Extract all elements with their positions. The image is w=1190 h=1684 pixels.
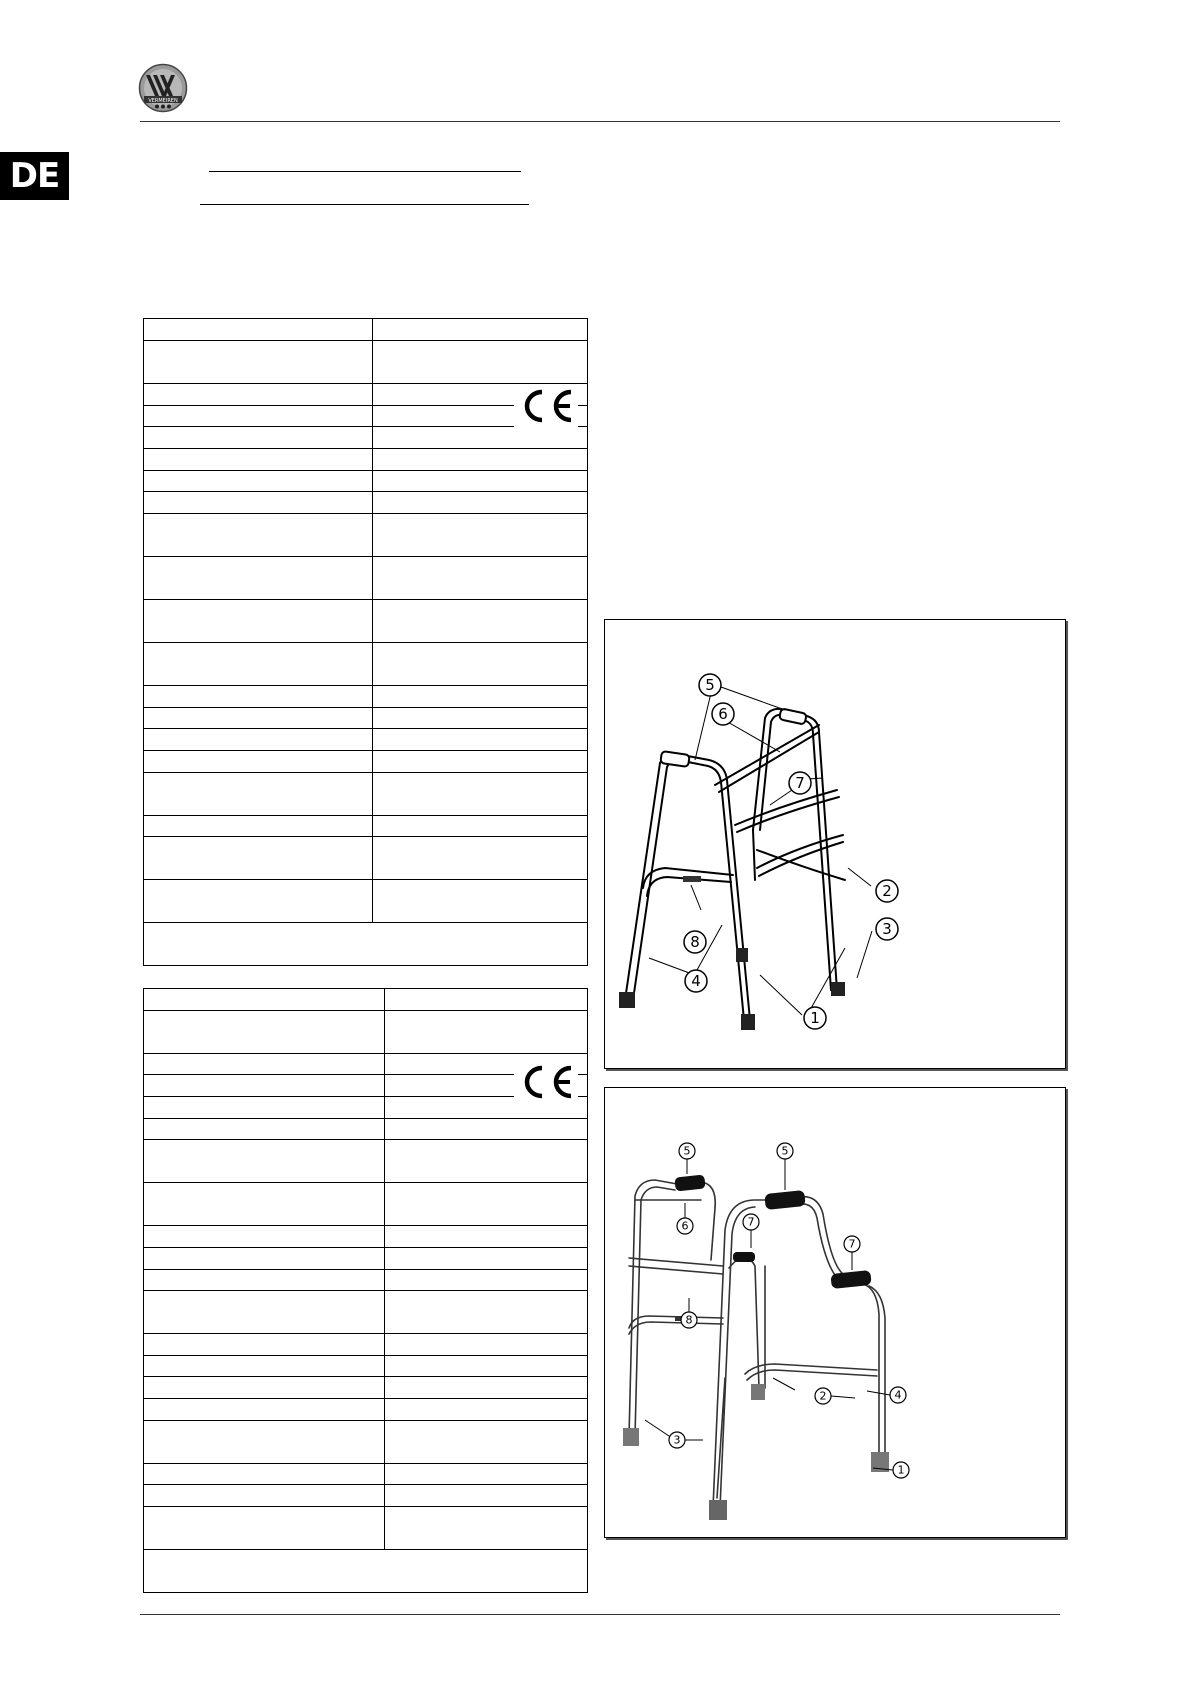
table-row [144,492,588,514]
svg-text:6: 6 [681,1219,689,1233]
table-row [144,729,588,751]
svg-text:2: 2 [882,882,892,900]
svg-text:1: 1 [810,1009,820,1027]
callout-5 [699,674,721,696]
table-row [144,471,588,492]
callout-2 [815,1388,831,1404]
callout-2 [876,880,898,902]
folding-walker-figure-2 [604,1087,1066,1538]
table-row [144,1399,588,1421]
table-row [144,1183,588,1226]
callout-7 [789,772,811,794]
table-row [144,1377,588,1399]
table-row [144,449,588,471]
table-row [144,837,588,880]
callout-6 [712,703,734,725]
svg-text:5: 5 [781,1144,789,1158]
language-tab [0,152,69,200]
callout-3 [669,1432,685,1448]
callout-4 [890,1387,906,1403]
table-row [144,1291,588,1334]
table-row [144,751,588,773]
table-row [144,1356,588,1377]
table-row [144,319,588,341]
table-row [144,1011,588,1054]
callout-8 [684,931,706,953]
vermeiren-logo [138,63,188,113]
title-underline-1 [209,171,521,172]
footer-rule [140,1614,1060,1615]
table-row [144,1421,588,1464]
table-row [144,557,588,600]
svg-text:7: 7 [848,1237,856,1251]
svg-text:5: 5 [705,676,715,694]
walker-drawing-1 [605,620,1065,1068]
table-row [144,1485,588,1507]
callout-4 [685,970,707,992]
table-row [144,708,588,729]
callout-7-back [844,1236,860,1252]
svg-text:4: 4 [894,1388,902,1402]
table-row [144,1550,588,1593]
table-row [144,1226,588,1248]
table-row [144,989,588,1011]
table-row [144,816,588,837]
ce-mark-2 [514,1063,578,1106]
table-row [144,1140,588,1183]
title-underline-2 [200,204,529,205]
svg-text:5: 5 [683,1144,691,1158]
callout-6 [677,1218,693,1234]
table-row [144,1464,588,1485]
language-tab-label: DE [9,156,60,196]
table-row [144,1507,588,1550]
svg-text:7: 7 [795,774,805,792]
callout-3 [876,918,898,940]
svg-text:3: 3 [882,920,892,938]
svg-text:4: 4 [691,972,701,990]
table-row [144,600,588,643]
table-row [144,923,588,966]
callout-8 [681,1312,697,1328]
table-row [144,1270,588,1291]
table-row [144,686,588,708]
walker-drawing-2 [605,1088,1065,1537]
callout-1 [804,1007,826,1029]
svg-text:2: 2 [819,1389,827,1403]
callout-1 [893,1462,909,1478]
header-rule [140,121,1060,122]
table-row [144,1334,588,1356]
svg-text:8: 8 [685,1313,693,1327]
table-row [144,880,588,923]
table-row [144,643,588,686]
svg-text:7: 7 [747,1215,755,1229]
ce-mark-1 [514,387,578,430]
callout-5 [679,1143,695,1159]
svg-text:6: 6 [718,705,728,723]
table-row [144,341,588,384]
table-row [144,1119,588,1140]
callout-7 [743,1214,759,1230]
table-row [144,514,588,557]
svg-text:1: 1 [897,1463,905,1477]
table-row [144,1248,588,1270]
callout-5-back [777,1143,793,1159]
svg-text:3: 3 [673,1433,681,1447]
folding-walker-figure-1 [604,619,1066,1069]
table-row [144,773,588,816]
logo-wordmark: VERMEIREN [148,98,178,104]
svg-text:8: 8 [690,933,700,951]
